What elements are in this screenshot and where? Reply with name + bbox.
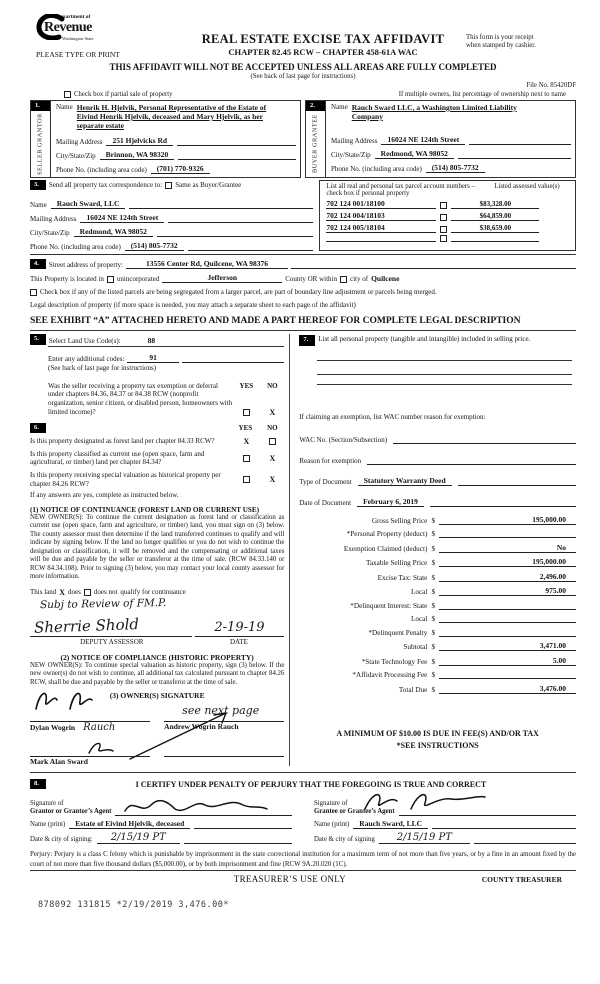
- type-of-document-line[interactable]: [458, 477, 576, 486]
- parcel-number-4[interactable]: [326, 241, 436, 242]
- fee-row: [299, 656, 576, 666]
- assessed-value-3[interactable]: $38,659.00: [451, 224, 539, 233]
- owner3-printed-name: Mark Alan Sward: [30, 757, 88, 767]
- exhibit-a-statement: SEE EXHIBIT “A” ATTACHED HERETO AND MADE A PART HEREOF FOR COMPLETE LEGAL DESCRIPTION: [30, 316, 521, 327]
- deputy-assessor-signature[interactable]: Sherrie Shold: [33, 614, 140, 637]
- divider: [30, 772, 576, 773]
- date-label: DATE: [229, 637, 248, 646]
- does-mark[interactable]: X: [59, 587, 66, 597]
- taxable-selling-price-value[interactable]: 195,000.00: [439, 557, 576, 567]
- state-technology-fee-value[interactable]: 5.00: [439, 656, 576, 666]
- buyer-address-line[interactable]: [469, 136, 571, 145]
- fee-row: [299, 684, 576, 694]
- dollar-sign: $: [431, 530, 436, 539]
- seller-grantor-side-label: [31, 111, 50, 177]
- multiple-owners-note: If multiple owners, list percentage of ownership next to name: [398, 91, 566, 98]
- warning-banner: THIS AFFIDAVIT WILL NOT BE ACCEPTED UNLESS ALL AREAS ARE FULLY COMPLETED: [109, 62, 497, 72]
- treasurer-use-label: TREASURER’S USE ONLY: [233, 874, 346, 885]
- corr-city-line[interactable]: [157, 228, 314, 237]
- city-checkbox[interactable]: [340, 276, 347, 283]
- exemption-no-mark[interactable]: X: [269, 407, 276, 417]
- same-as-buyer-label: Same as Buyer/Grantee: [175, 181, 242, 190]
- fee-row: [299, 614, 576, 623]
- receipt-note-line1: This form is your receipt: [466, 34, 534, 41]
- grantee-printed-name[interactable]: Rauch Sward, LLC: [353, 819, 428, 829]
- section-5-number: 5.: [30, 334, 46, 344]
- personal-property-checkbox-3[interactable]: [440, 226, 447, 233]
- type-of-document-label: Type of Document: [299, 477, 352, 486]
- grantor-signature-line[interactable]: [115, 807, 292, 816]
- dollar-sign: $: [431, 516, 436, 525]
- divider: [30, 330, 576, 331]
- notice-continuance-body: NEW OWNER(S): To continue the current designation as forest land or classification as current use (open space, farm and agriculture, or timber) land, you must sign on (3) below. The county assessor must then determine if the land transferred continues to qualify and will indicate by signing below. If the land no longer qualifies or you do not wish to continue the designation or classification, it will be removed and the compensating or additional taxes will be due and payable by the seller or transferor at the time of sale. (RCW 84.33.140 or RCW 84.34.108). Prior to signing (3) below, you may contact your local county assessor for more information.: [30, 513, 285, 581]
- grantee-name-print-label: Name (print): [314, 821, 350, 829]
- buyer-city-line[interactable]: [458, 150, 571, 159]
- corr-address-value[interactable]: 16024 NE 124th Street: [80, 213, 164, 223]
- dollar-sign: $: [431, 544, 436, 553]
- corr-city-value[interactable]: Redmond, WA 98052: [74, 227, 153, 237]
- corr-phone-line[interactable]: [188, 242, 314, 251]
- owner1-handwritten-surname: Rauch: [83, 722, 116, 734]
- if-yes-note: If any answers are yes, complete as instructed below.: [30, 490, 179, 499]
- delinquent-interest-local-label: Local: [410, 615, 428, 624]
- fee-row: [299, 515, 576, 525]
- fee-row: [299, 529, 576, 538]
- dollar-sign: $: [431, 588, 436, 597]
- street-address-value[interactable]: 13556 Center Rd, Quilcene, WA 98376: [126, 259, 288, 269]
- personal-property-line-1[interactable]: [317, 360, 572, 361]
- unincorporated-checkbox[interactable]: [107, 276, 114, 283]
- seller-section: [30, 100, 301, 178]
- no-header: NO: [267, 423, 278, 432]
- sale-details-column: [289, 334, 576, 766]
- parcel-row: [326, 223, 571, 233]
- fee-row: [299, 572, 576, 582]
- affidavit-processing-fee-value[interactable]: [439, 670, 576, 679]
- parcel-list-box: [319, 180, 576, 251]
- grantor-signing-block: [30, 797, 292, 844]
- personal-property-line-2[interactable]: [317, 374, 572, 375]
- seller-address-line[interactable]: [177, 137, 296, 146]
- buyer-city-value[interactable]: Redmond, WA 98052: [375, 149, 454, 159]
- assessed-value-4[interactable]: [451, 241, 539, 242]
- dollar-sign: $: [431, 671, 436, 680]
- date-of-document-value[interactable]: February 6, 2019: [357, 497, 424, 507]
- grantor-side-word: GRANTOR: [36, 113, 44, 147]
- blank-signature-line[interactable]: [164, 747, 284, 757]
- owners-signature-title: (3) OWNER(S) SIGNATURE: [109, 691, 205, 701]
- corr-name-label: Name: [30, 201, 47, 210]
- send-correspondence-label: Send all property tax correspondence to:: [48, 181, 163, 190]
- historic-no-mark[interactable]: X: [269, 475, 276, 485]
- segregated-label: Check box if any of the listed parcels are being segregated from a larger parcel, are part of boundary line adjustment or parcels being merged.: [40, 288, 437, 297]
- dollar-sign: $: [431, 573, 436, 582]
- excise-tax-state-value[interactable]: 2,496.00: [439, 572, 576, 582]
- fee-row: [299, 670, 576, 679]
- excise-tax-local-value[interactable]: 975.00: [439, 586, 576, 596]
- logo-dept-text: Department of: [56, 14, 91, 20]
- fee-row: [299, 557, 576, 567]
- exemption-claimed-label: Exemption Claimed (deduct): [343, 544, 428, 553]
- located-in-label: This Property is located in: [30, 275, 104, 284]
- excise-tax-state-label: Excise Tax: State: [377, 573, 428, 582]
- gross-selling-price-value[interactable]: 195,000.00: [439, 515, 576, 525]
- additional-codes-value[interactable]: 91: [127, 353, 179, 363]
- street-address-line[interactable]: [291, 260, 576, 269]
- total-due-label: Total Due: [398, 685, 428, 694]
- land-use-label: Select Land Use Code(s):: [48, 336, 121, 345]
- subtotal-value[interactable]: 3,471.00: [439, 641, 576, 651]
- dollar-sign: $: [431, 615, 436, 624]
- date-of-document-label: Date of Document: [299, 498, 352, 507]
- parcel-header-label: List all real and personal tax parcel account numbers – check box if personal property: [326, 183, 475, 198]
- assessed-value-1[interactable]: $83,328.00: [451, 200, 539, 209]
- dollar-sign: $: [431, 628, 436, 637]
- grantor-name-line[interactable]: [194, 820, 292, 829]
- claiming-exemption-label: If claiming an exemption, list WAC number reason for exemption:: [299, 412, 486, 421]
- fee-row: [299, 628, 576, 637]
- buyer-address-value[interactable]: 16024 NE 124th Street: [381, 135, 465, 145]
- partial-sale-label: Check box if partial sale of property: [74, 91, 173, 98]
- corr-name-line[interactable]: [129, 200, 313, 209]
- grantee-date-city-label: Date & city of signing: [314, 836, 375, 844]
- please-type-label: PLEASE TYPE OR PRINT: [36, 50, 120, 59]
- fee-row: [299, 586, 576, 596]
- buyer-side-word: BUYER: [311, 149, 319, 174]
- delinquent-penalty-label: *Delinquent Penalty: [368, 628, 428, 637]
- certification-section: [30, 779, 576, 910]
- signature-of-label: Signature of: [314, 800, 348, 808]
- grantee-date-city-value[interactable]: 2/15/19 PT: [379, 832, 470, 844]
- current-use-yes-checkbox[interactable]: [243, 455, 250, 462]
- signature-of-label: Signature of: [30, 800, 64, 808]
- file-number: File No. 85420DF: [526, 82, 576, 89]
- section-2-number: 2.: [306, 101, 325, 111]
- divider: [30, 870, 576, 871]
- corr-phone-value[interactable]: (514) 805-7732: [125, 241, 184, 251]
- seller-name-value[interactable]: Henrik H. Hjelvik, Personal Representative of the Estate of Eivind Henrik Hjelvik, deceased and Mary Hjelvik, as her separate estate: [76, 103, 267, 130]
- grantor-date-line[interactable]: [184, 835, 292, 844]
- street-address-label: Street address of property:: [48, 261, 123, 270]
- owner1-printed-name: Dylan Wogrin: [30, 723, 76, 733]
- reason-exemption-label: Reason for exemption: [299, 456, 362, 465]
- state-technology-fee-label: *State Technology Fee: [361, 657, 428, 666]
- corr-address-label: Mailing Address: [30, 215, 77, 224]
- seller-address-value[interactable]: 251 Hjelvicks Rd: [106, 136, 173, 146]
- grantee-signing-block: [314, 797, 576, 844]
- deputy-assessor-label: DEPUTY ASSESSOR: [80, 637, 144, 646]
- does-not-label: does not: [93, 588, 118, 597]
- does-label: does: [68, 588, 81, 597]
- taxable-selling-price-label: Taxable Selling Price: [365, 559, 428, 568]
- minimum-fee-line2: *SEE INSTRUCTIONS: [396, 740, 479, 750]
- seller-city-line[interactable]: [178, 151, 296, 160]
- notice-compliance-body: NEW OWNER(S): To continue special valuation as historic property, sign (3) below. If the new owner(s) do not wish to continue, all additional tax calculated pursuant to chapter 84.26 RCW, shall be due and payable by the seller or transferor at the time of sale.: [30, 661, 285, 686]
- seller-phone-value[interactable]: (701) 770-9326: [151, 164, 210, 174]
- grantee-side-word: GRANTEE: [311, 114, 319, 148]
- personal-property-checkbox-2[interactable]: [440, 214, 447, 221]
- grantor-signature-scribble: [121, 795, 271, 817]
- minimum-fee-note: [299, 728, 576, 752]
- seller-side-word: SELLER: [36, 149, 44, 176]
- perjury-statement: Perjury: Perjury is a class C felony which is punishable by imprisonment in the state correctional institution for a maximum term of not more than five years, or by a fine in an amount fixed by the court of not more than five thousand dollars ($5,000.00), or by both imprisonment and fine (RCW 9A.20.020 (1C).: [30, 851, 576, 869]
- see-back-instructions-note: (See back of last page for instructions): [48, 363, 157, 372]
- grantor-name-print-label: Name (print): [30, 821, 66, 829]
- fee-row: [299, 601, 576, 610]
- grantor-date-city-label: Date & city of signing:: [30, 836, 93, 844]
- buyer-address-label: Mailing Address: [331, 137, 378, 145]
- historic-yes-checkbox[interactable]: [243, 476, 250, 483]
- fee-row: [299, 641, 576, 651]
- forest-land-yes-mark[interactable]: X: [243, 436, 250, 446]
- segregated-checkbox[interactable]: [30, 289, 37, 296]
- buyer-phone-label: Phone No. (including area code): [331, 165, 422, 173]
- notice-continuance-title: (1) NOTICE OF CONTINUANCE (FOREST LAND OR CURRENT USE): [30, 505, 260, 514]
- dollar-sign: $: [431, 643, 436, 652]
- dollar-sign: $: [431, 601, 436, 610]
- personal-property-label: List all personal property (tangible and intangible) included in selling price.: [318, 335, 531, 344]
- delinquent-penalty-value[interactable]: [439, 628, 576, 637]
- section-1-number: 1.: [31, 101, 50, 111]
- yes-header: YES: [238, 423, 253, 432]
- buyer-name-value[interactable]: Rauch Sward LLC, a Washington Limited Liability Company: [351, 103, 517, 121]
- grantee-signature-line[interactable]: [399, 807, 576, 816]
- delinquent-interest-state-label: *Delinquent Interest: State: [350, 601, 428, 610]
- buyer-name-label: Name: [331, 103, 348, 111]
- dollar-sign: $: [431, 657, 436, 666]
- partial-sale-checkbox[interactable]: [64, 91, 71, 98]
- assessed-value-header: Listed assessed value(s): [494, 183, 560, 191]
- land-use-column: [30, 334, 289, 766]
- affidavit-processing-fee-label: *Affidavit Processing Fee: [352, 671, 428, 680]
- this-land-label: This land: [30, 588, 57, 597]
- seller-address-label: Mailing Address: [56, 138, 103, 146]
- corr-address-line[interactable]: [168, 214, 313, 223]
- additional-codes-line[interactable]: [182, 354, 284, 363]
- subtotal-label: Subtotal: [403, 643, 428, 652]
- reason-exemption-line[interactable]: [367, 456, 576, 465]
- assessor-date-value[interactable]: 2-19-19: [214, 619, 265, 635]
- grantee-name-line[interactable]: [432, 820, 576, 829]
- seller-city-value[interactable]: Brinnon, WA 98320: [100, 150, 175, 160]
- wac-number-label: WAC No. (Section/Subsection): [299, 435, 388, 444]
- corr-phone-label: Phone No. (including area code): [30, 243, 121, 252]
- corr-name-value[interactable]: Rauch Sward, LLC: [51, 199, 126, 209]
- same-as-buyer-checkbox[interactable]: [165, 182, 172, 189]
- excise-tax-local-label: Local: [410, 588, 428, 597]
- parcel-number-2[interactable]: 702 124 004/18103: [326, 211, 436, 221]
- buyer-grantee-side-label: [306, 111, 325, 177]
- city-name-value[interactable]: Quilcene: [371, 274, 400, 284]
- grantor-date-city-value[interactable]: 2/15/19 PT: [97, 832, 180, 844]
- personal-property-checkbox-4[interactable]: [440, 235, 447, 242]
- grantee-agent-label: Grantee or Grantee’s Agent: [314, 808, 395, 816]
- county-treasurer-label: COUNTY TREASURER: [481, 874, 562, 884]
- no-header: NO: [267, 381, 278, 390]
- county-name-value[interactable]: Jefferson: [162, 273, 282, 283]
- buyer-city-label: City/State/Zip: [331, 151, 371, 159]
- corr-city-label: City/State/Zip: [30, 229, 70, 238]
- parcel-row: [326, 199, 571, 209]
- assessor-handwritten-note: Subj to Review of FM.P.: [39, 596, 167, 611]
- buyer-phone-value[interactable]: (514) 805-7732: [426, 163, 485, 173]
- does-not-checkbox[interactable]: [84, 589, 91, 596]
- buyer-section: [305, 100, 576, 178]
- parcel-number-3[interactable]: 702 124 005/18104: [326, 223, 436, 233]
- logo-revenue-text: Revenue: [44, 20, 92, 35]
- minimum-fee-line1: A MINIMUM OF $10.00 IS DUE IN FEE(S) AND/OR TAX: [336, 728, 539, 738]
- section-8-number: 8.: [30, 779, 46, 789]
- grantor-agent-label: Grantor or Grantor’s Agent: [30, 808, 112, 816]
- assessed-value-2[interactable]: $64,859.00: [451, 212, 539, 221]
- delinquent-interest-local-value[interactable]: [439, 614, 576, 623]
- forest-land-no-checkbox[interactable]: [269, 438, 276, 445]
- seller-city-label: City/State/Zip: [56, 152, 96, 160]
- tax-correspondence-section: [30, 180, 576, 251]
- form-header: [30, 10, 576, 59]
- city-of-label: city of: [350, 275, 369, 284]
- dollar-sign: $: [431, 685, 436, 694]
- seller-phone-label: Phone No. (including area code): [56, 166, 147, 174]
- personal-property-checkbox-1[interactable]: [440, 202, 447, 209]
- personal-property-line-3[interactable]: [317, 384, 572, 385]
- parcel-number-1[interactable]: 702 124 001/18100: [326, 199, 436, 209]
- form-title: REAL ESTATE EXCISE TAX AFFIDAVIT: [201, 32, 445, 46]
- section-3-number: 3.: [30, 180, 46, 190]
- land-use-code-value[interactable]: 88: [147, 335, 156, 345]
- gross-selling-price-label: Gross Selling Price: [371, 516, 428, 525]
- personal-property-deduct-value[interactable]: [439, 529, 576, 538]
- current-use-question: Is this property classified as current use (open space, farm and agricultural, or timber) land per chapter 84.34?: [30, 449, 205, 467]
- exemption-claimed-value[interactable]: No: [439, 543, 576, 553]
- grantee-signature-scribble: [359, 789, 489, 813]
- land-use-code-line[interactable]: [48, 346, 284, 347]
- section-7-number: 7.: [299, 335, 315, 345]
- qualify-label: qualify for continuance: [120, 588, 186, 597]
- current-use-no-mark[interactable]: X: [269, 453, 276, 463]
- divider: [30, 254, 576, 255]
- exemption-yes-checkbox[interactable]: [243, 409, 250, 416]
- certify-statement: I CERTIFY UNDER PENALTY OF PERJURY THAT THE FOREGOING IS TRUE AND CORRECT: [135, 779, 487, 789]
- receipt-note-line2: when stamped by cashier.: [466, 42, 536, 50]
- legal-description-label: Legal description of property (if more space is needed, you may attach a separate sheet to each page of the affidavit): [30, 301, 356, 310]
- receipt-note: [466, 10, 576, 59]
- forest-land-question: Is this property designated as forest land per chapter 84.33 RCW?: [30, 436, 215, 445]
- county-or-within-label: County OR within: [285, 275, 337, 284]
- grantor-signature-label: [30, 800, 111, 816]
- notice-compliance-title: (2) NOTICE OF COMPLIANCE (HISTORIC PROPERTY): [60, 652, 254, 662]
- owners-signature-block: [30, 691, 284, 766]
- see-back-note: (See back of last page for instructions): [250, 73, 356, 80]
- owner2-printed-name: Andrew Wogrin Rauch: [164, 722, 239, 732]
- wac-number-line[interactable]: [393, 435, 576, 444]
- yes-header: YES: [239, 381, 254, 390]
- revenue-swoosh-icon: [36, 14, 66, 40]
- section-6-number: 6.: [30, 423, 46, 433]
- dollar-sign: $: [431, 559, 436, 568]
- date-of-document-line[interactable]: [430, 498, 576, 507]
- historic-property-question: Is this property receiving special valuation as historical property per chapter 84.26 RCW?: [30, 471, 221, 488]
- section-4-number: 4.: [30, 259, 46, 269]
- personal-property-deduct-label: *Personal Property (deduct): [346, 530, 428, 539]
- logo-state-text: Washington State: [62, 36, 94, 41]
- delinquent-interest-state-value[interactable]: [439, 601, 576, 610]
- grantor-printed-name[interactable]: Estate of Eivind Hjelvik, deceased: [69, 819, 190, 829]
- cashier-stamp: 878092 131815 *2/19/2019 3,476.00*: [38, 900, 229, 911]
- parcel-row: [326, 235, 571, 242]
- tax-exemption-question: Was the seller receiving a property tax exemption or deferral under chapters 84.36, 84.37 or 84.38 RCW (nonprofit organization, senior citizen, or disabled person, homeowners with limited income)?: [48, 381, 233, 416]
- total-due-value[interactable]: 3,476.00: [439, 684, 576, 694]
- type-of-document-value[interactable]: Statutory Warranty Deed: [358, 476, 452, 486]
- owner3-signature-scribble: [85, 739, 119, 757]
- dor-logo: [30, 10, 180, 59]
- fee-row: [299, 543, 576, 553]
- unincorporated-label: unincorporated: [116, 275, 160, 284]
- additional-codes-label: Enter any additional codes:: [48, 354, 125, 363]
- parcel-row: [326, 211, 571, 221]
- grantee-date-line[interactable]: [474, 835, 576, 844]
- see-next-page-note: see next page: [182, 704, 260, 718]
- seller-name-label: Name: [56, 103, 73, 111]
- property-address-section: [30, 259, 576, 326]
- form-chapter: CHAPTER 82.45 RCW – CHAPTER 458-61A WAC: [228, 47, 418, 57]
